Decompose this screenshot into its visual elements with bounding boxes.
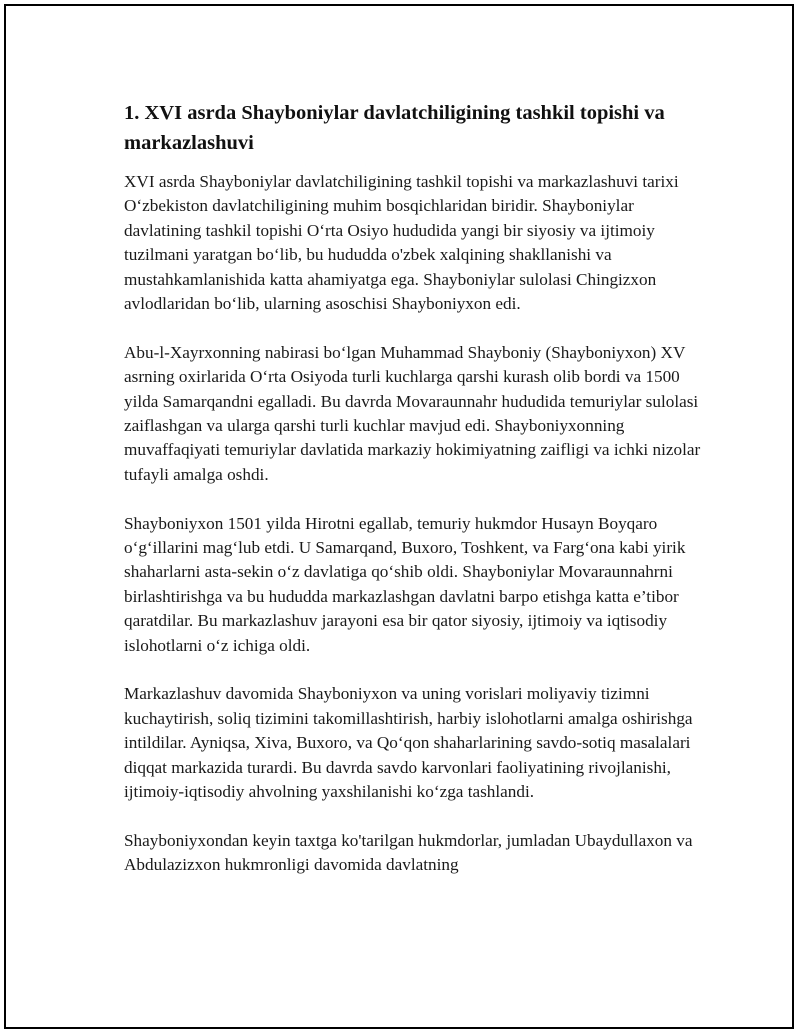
section-heading: 1. XVI asrda Shayboniylar davlatchiligining tashkil topishi va markazlashuvi <box>124 102 665 154</box>
paragraph-4: Markazlashuv davomida Shayboniyxon va uning vorislari moliyaviy tizimni kuchaytirish, soliq tizimini takomillashtirish, harbiy islohotlarni amalga oshirishga intildilar. Ayniqsa, Xiva, Buxoro, va Qo‘qon shaharlarining savdo-sotiq masalalari diqqat markazida turardi. Bu davrda savdo karvonlari faoliyatining rivojlanishi, ijtimoiy-iqtisodiy ahvolning yaxshilanishi ko‘zga tashlandi. <box>124 684 693 802</box>
paragraph-3: Shayboniyxon 1501 yilda Hirotni egallab, temuriy hukmdor Husayn Boyqaro o‘g‘illarini mag‘lub etdi. U Samarqand, Buxoro, Toshkent, va Farg‘ona kabi yirik shaharlarni asta-sekin o‘z davlatiga qo‘shib oldi. Shayboniylar Movaraunnahrni birlashtirishga va bu hududda markazlashgan davlatni barpo etishga katta e’tibor qaratdilar. Bu markazlashuv jarayoni esa bir qator siyosiy, ijtimoiy va iqtisodiy islohotlarni o‘z ichiga oldi. <box>124 513 686 655</box>
paragraph-1: XVI asrda Shayboniylar davlatchiligining tashkil topishi va markazlashuvi tarixi O‘zbekiston davlatchiligining muhim bosqichlaridan biridir. Shayboniylar davlatining tashkil topishi O‘rta Osiyo hududida yangi bir siyosiy va ijtimoiy tuzilmani yaratgan bo‘lib, bu hududda o'zbek xalqining shakllanishi va mustahkamlanishida katta ahamiyatga ega. Shayboniylar sulolasi Chingizxon avlodlaridan bo‘lib, ularning asoschisi Shayboniyxon edi. <box>124 172 679 314</box>
paragraph-5: Shayboniyxondan keyin taxtga ko'tarilgan hukmdorlar, jumladan Ubaydullaxon va Abdulazizxon hukmronligi davomida davlatning <box>124 830 693 875</box>
page-frame <box>4 4 794 1029</box>
paragraph-2: Abu-l-Xayrxonning nabirasi bo‘lgan Muhammad Shayboniy (Shayboniyxon) XV asrning oxirlarida O‘rta Osiyoda turli kuchlarga qarshi kurash olib bordi va 1500 yilda Samarqandni egalladi. Bu davrda Movaraunnahr hududida temuriylar sulolasi zaiflashgan va ularga qarshi turli kuchlar mavjud edi. Shayboniyxonning muvaffaqiyati temuriylar davlatida markaziy hokimiyatning zaifligi va ichki nizolar tufayli amalga oshdi. <box>124 342 701 484</box>
document-body <box>124 98 709 902</box>
